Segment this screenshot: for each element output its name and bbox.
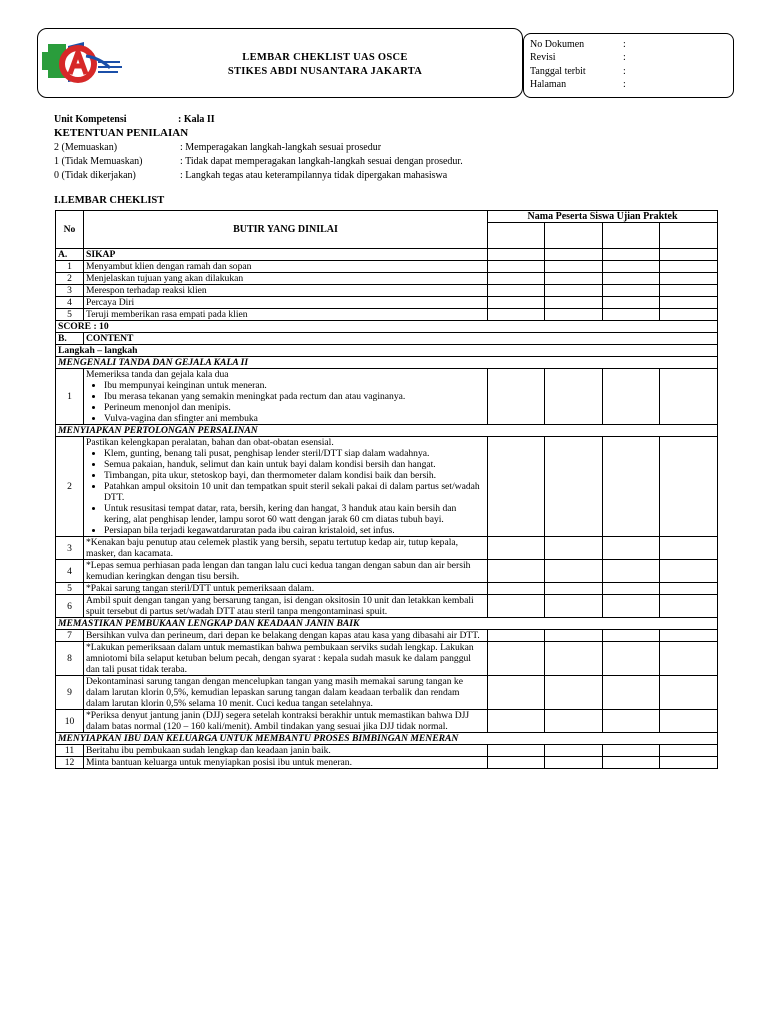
score-cell[interactable] [545,745,603,757]
list-item: • Untuk resusitasi tempat datar, rata, bersih, kering dan hangat, 3 handuk atau kain bersih dan kering, alat penghisap lender, lampu sorot 60 watt dengan jarak 60 cm diatas tubuh bayi. [104,503,485,525]
doc-info-colon: : [623,79,626,90]
langkah-label: Langkah – langkah [56,345,718,357]
list-item: • Persiapan bila terjadi kegawatdaruratan pada ibu cairan kristaloid, set infus. [104,525,485,536]
row-text: *Periksa denyut jantung janin (DJJ) segera setelah kontraksi berakhir untuk memastikan bahwa DJJ dalam batas normal (120 – 160 kali/menit). Ambil tindakan yang sesuai jika DJJ tidak normal. [84,710,488,733]
doc-info-label: No Dokumen [530,39,585,50]
score-cell[interactable] [545,710,603,733]
score-cell[interactable] [660,595,718,618]
score-cell[interactable] [603,249,660,261]
score-cell[interactable] [488,710,545,733]
score-cell[interactable] [545,297,603,309]
participant-col [545,223,603,249]
score-cell[interactable] [660,745,718,757]
row-number: 4 [56,297,84,309]
score-cell[interactable] [545,595,603,618]
score-cell[interactable] [603,642,660,676]
row-number: 11 [56,745,84,757]
row-text: Ambil spuit dengan tangan yang bersarung tangan, isi dengan oksitosin 10 unit dan letakkan kembali spuit tersebut di partus set/wadah DTT atau steril tanpa mengontaminasi spuit. [84,595,488,618]
row-text: Percaya Diri [84,297,488,309]
section-title: SIKAP [84,249,488,261]
score-cell[interactable] [660,369,718,425]
table-header-row [56,211,718,223]
list-item: • Ibu merasa tekanan yang semakin meningkat pada rectum dan atau vaginanya. [104,391,485,402]
score-cell[interactable] [488,437,545,537]
score-cell[interactable] [603,583,660,595]
subsection-title: MENGENALI TANDA DAN GEJALA KALA II [56,357,718,369]
subsection-title: MEMASTIKAN PEMBUKAAN LENGKAP DAN KEADAAN JANIN BAIK [56,618,718,630]
doc-info-colon: : [623,66,626,77]
doc-info-label: Tanggal terbit [530,66,586,77]
subsection-title: MENYIAPKAN IBU DAN KELUARGA UNTUK MEMBANTU PROSES BIMBINGAN MENERAN [56,733,718,745]
score-cell[interactable] [603,437,660,537]
list-item: • Semua pakaian, handuk, selimut dan kain untuk bayi dalam kondisi bersih dan hangat. [104,459,485,470]
score-cell[interactable] [603,710,660,733]
row-number: 5 [56,583,84,595]
table-row [56,560,718,583]
subsection-row [56,357,718,369]
score-cell[interactable] [660,537,718,560]
score-cell[interactable] [545,676,603,710]
row-text: *Pakai sarung tangan steril/DTT untuk pemeriksaan dalam. [84,583,488,595]
table-row [56,710,718,733]
score-cell[interactable] [488,583,545,595]
table-row [56,285,718,297]
criteria-desc: : Memperagakan langkah-langkah sesuai prosedur [180,142,382,153]
score-cell[interactable] [603,369,660,425]
row-number: 5 [56,309,84,321]
row-text: *Lepas semua perhiasan pada lengan dan tangan lalu cuci kedua tangan dengan sabun dan air bersih kemudian keringkan dengan tisu bersih. [84,560,488,583]
score-cell[interactable] [545,285,603,297]
table-row [56,583,718,595]
row-number: 1 [56,261,84,273]
section-code: A. [56,249,84,261]
score-cell[interactable] [660,630,718,642]
score-cell[interactable] [545,560,603,583]
row-text [84,369,488,425]
criteria-key: 1 (Tidak Memuaskan) [54,156,143,167]
score-cell[interactable] [545,757,603,769]
row-text: Menjelaskan tujuan yang akan dilakukan [84,273,488,285]
row-text: Dekontaminasi sarung tangan dengan mencelupkan tangan yang masih memakai sarung tangan ke dalam larutan klorin 0,5%, kemudian lepaskan sarung tangan dalam keadaan terbalik dan rendam dalam larutan klorin 0,5% selama 10 menit. Cuci kedua tangan setelahnya. [84,676,488,710]
table-row [56,437,718,537]
score-cell[interactable] [660,583,718,595]
subsection-row [56,733,718,745]
list-item: • Perineum menonjol dan menipis. [104,402,485,413]
row-number: 1 [56,369,84,425]
criteria-desc: : Tidak dapat memperagakan langkah-langkah sesuai dengan prosedur. [180,156,463,167]
row-number: 9 [56,676,84,710]
table-row [56,595,718,618]
header-title-line1: LEMBAR CHEKLIST UAS OSCE [242,52,408,63]
row-number: 7 [56,630,84,642]
score-cell[interactable] [603,757,660,769]
row-lead-text: Pastikan kelengkapan peralatan, bahan dan obat-obatan esensial. [86,437,334,448]
table-row [56,642,718,676]
score-cell[interactable] [488,595,545,618]
row-lead-text: Memeriksa tanda dan gejala kala dua [86,369,229,380]
table-row [56,676,718,710]
score-cell[interactable] [488,309,545,321]
score-cell[interactable] [660,249,718,261]
score-cell[interactable] [603,297,660,309]
doc-info-row [530,78,626,91]
row-text: Beritahu ibu pembukaan sudah lengkap dan keadaan janin baik. [84,745,488,757]
section-row-sikap [56,249,718,261]
bullet-list [86,380,485,424]
score-cell[interactable] [603,537,660,560]
row-number: 10 [56,710,84,733]
bullet-list [86,448,485,536]
score-cell[interactable] [488,537,545,560]
doc-info-row [530,65,626,78]
score-cell[interactable] [545,261,603,273]
row-number: 3 [56,285,84,297]
score-cell[interactable] [603,309,660,321]
table-row [56,309,718,321]
score-cell[interactable] [660,285,718,297]
score-label: SCORE : 10 [56,321,718,333]
row-text: *Kenakan baju penutup atau celemek plastik yang bersih, sepatu tertutup kedap air, tutup kepala, masker, dan kacamata. [84,537,488,560]
table-row [56,745,718,757]
row-text [84,437,488,537]
doc-info-row [530,51,626,64]
score-cell[interactable] [488,560,545,583]
row-number: 6 [56,595,84,618]
score-cell[interactable] [603,630,660,642]
unit-kompetensi-label: Unit Kompetensi [54,114,127,125]
score-cell[interactable] [488,757,545,769]
section-row-content [56,333,718,345]
langkah-row [56,345,718,357]
section-title: CONTENT [84,333,718,345]
score-cell[interactable] [545,642,603,676]
score-cell[interactable] [660,642,718,676]
score-cell[interactable] [603,273,660,285]
header-participant-names: Nama Peserta Siswa Ujian Praktek [488,211,718,223]
table-row [56,630,718,642]
score-cell[interactable] [660,710,718,733]
criteria-key: 2 (Memuaskan) [54,142,118,153]
doc-info-label: Revisi [530,52,556,63]
score-cell[interactable] [545,583,603,595]
section-title: I.LEMBAR CHEKLIST [54,195,165,206]
score-cell[interactable] [660,297,718,309]
score-cell[interactable] [660,757,718,769]
score-cell[interactable] [603,560,660,583]
participant-col [660,223,718,249]
score-cell[interactable] [488,676,545,710]
subsection-row [56,425,718,437]
score-cell[interactable] [488,249,545,261]
table-row [56,537,718,560]
row-number: 3 [56,537,84,560]
table-row [56,297,718,309]
criteria-desc: : Langkah tegas atau keterampilannya tidak dipergakan mahasiswa [180,170,448,181]
score-row [56,321,718,333]
table-row [56,369,718,425]
row-text: *Lakukan pemeriksaan dalam untuk memastikan bahwa pembukaan serviks sudah lengkap. Lakukan amniotomi bila selaput ketuban belum pecah, dengan syarat : kepala sudah masuk ke dalam panggul dan tali pusat tidak teraba. [84,642,488,676]
doc-info-row [530,38,626,51]
table-row [56,261,718,273]
row-text: Bersihkan vulva dan perineum, dari depan ke belakang dengan kapas atau kasa yang dibasahi air DTT. [84,630,488,642]
score-cell[interactable] [660,560,718,583]
row-text: Menyambut klien dengan ramah dan sopan [84,261,488,273]
score-cell[interactable] [660,273,718,285]
institution-logo-icon [40,36,126,90]
table-row [56,757,718,769]
doc-info-colon: : [623,39,626,50]
subsection-row [56,618,718,630]
criteria-row [54,142,381,154]
row-number: 12 [56,757,84,769]
score-cell[interactable] [603,595,660,618]
list-item: • Timbangan, pita ukur, stetoskop bayi, dan thermometer dalam kondisi baik dan bersih. [104,470,485,481]
participant-col [603,223,660,249]
header-butir: BUTIR YANG DINILAI [84,211,488,249]
score-cell[interactable] [660,309,718,321]
score-cell[interactable] [545,273,603,285]
criteria-row [54,156,463,168]
score-cell[interactable] [545,369,603,425]
table-row [56,273,718,285]
score-cell[interactable] [603,285,660,297]
score-cell[interactable] [660,261,718,273]
score-cell[interactable] [488,297,545,309]
row-number: 4 [56,560,84,583]
row-number: 2 [56,273,84,285]
score-cell[interactable] [488,745,545,757]
score-cell[interactable] [545,437,603,537]
score-cell[interactable] [488,285,545,297]
participant-col [488,223,545,249]
row-text: Merespon terhadap reaksi klien [84,285,488,297]
list-item: • Vulva-vagina dan sfingter ani membuka [104,413,485,424]
score-cell[interactable] [545,309,603,321]
list-item: • Ibu mempunyai keinginan untuk meneran. [104,380,485,391]
header-no: No [56,211,84,249]
row-text: Minta bantuan keluarga untuk menyiapkan posisi ibu untuk meneran. [84,757,488,769]
criteria-row [54,170,447,182]
score-cell[interactable] [488,642,545,676]
list-item: • Patahkan ampul oksitoin 10 unit dan tempatkan spuit steril sekali pakai di dalam partus set/wadah DTT. [104,481,485,503]
section-code: B. [56,333,84,345]
score-cell[interactable] [545,537,603,560]
score-cell[interactable] [488,261,545,273]
score-cell[interactable] [660,676,718,710]
criteria-key: 0 (Tidak dikerjakan) [54,170,136,181]
ketentuan-penilaian-heading: KETENTUAN PENILAIAN [54,127,189,139]
score-cell[interactable] [603,745,660,757]
checklist-table [55,210,718,769]
unit-kompetensi-value: : Kala II [178,114,215,125]
row-number: 8 [56,642,84,676]
score-cell[interactable] [545,249,603,261]
score-cell[interactable] [603,261,660,273]
row-number: 2 [56,437,84,537]
score-cell[interactable] [488,630,545,642]
score-cell[interactable] [603,676,660,710]
subsection-title: MENYIAPKAN PERTOLONGAN PERSALINAN [56,425,718,437]
score-cell[interactable] [488,369,545,425]
header-title-line2: STIKES ABDI NUSANTARA JAKARTA [227,66,423,77]
row-text: Teruji memberikan rasa empati pada klien [84,309,488,321]
doc-info-label: Halaman [530,79,567,90]
score-cell[interactable] [660,437,718,537]
score-cell[interactable] [488,273,545,285]
doc-info-colon: : [623,52,626,63]
score-cell[interactable] [545,630,603,642]
list-item: • Klem, gunting, benang tali pusat, penghisap lender steril/DTT siap dalam wadahnya. [104,448,485,459]
